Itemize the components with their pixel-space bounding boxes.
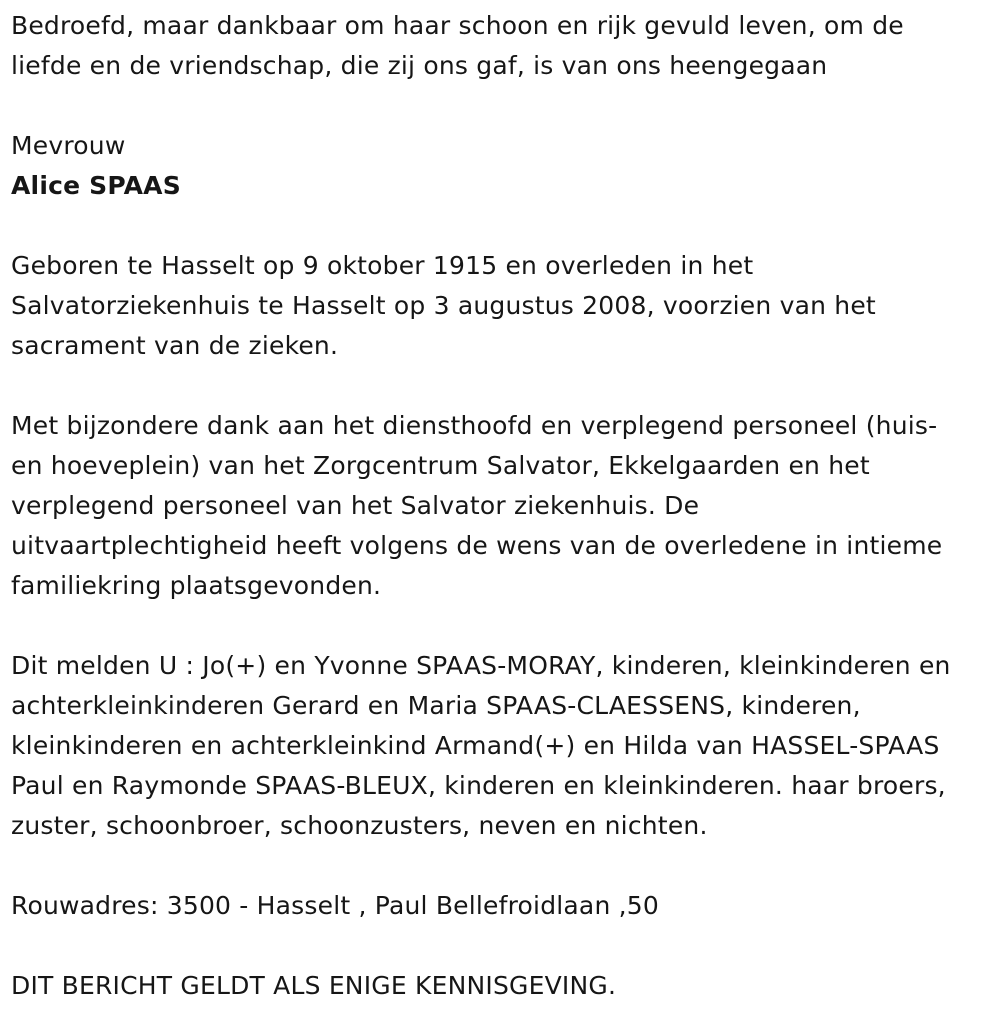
family-paragraph: Dit melden U : Jo(+) en Yvonne SPAAS-MORAY, kinderen, kleinkinderen en achterkleinkinderen Gerard en Maria SPAAS-CLAESSENS, kinderen, kleinkinderen en achterkleinkind Armand(+) en Hilda van HASSEL-SPAAS Paul en Raymonde SPAAS-BLEUX, kinderen en kleinkinderen. haar broers, zuster, schoonbroer, schoonzusters, neven en nichten. xyxy=(11,651,951,840)
spacer xyxy=(11,86,991,126)
spacer xyxy=(11,926,991,966)
thanks-paragraph: Met bijzondere dank aan het diensthoofd en verplegend personeel (huis- en hoeveplein) van het Zorgcentrum Salvator, Ekkelgaarden en het verplegend personeel van het Salvator ziekenhuis. De uitvaartplechtigheid heeft volgens de wens van de overledene in intieme familiekring plaatsgevonden. xyxy=(11,411,943,600)
salutation: Mevrouw xyxy=(11,131,126,160)
obituary-notice xyxy=(11,6,991,1006)
mourning-address: Rouwadres: 3500 - Hasselt , Paul Bellefroidlaan ,50 xyxy=(11,891,659,920)
deceased-name: Alice SPAAS xyxy=(11,171,181,200)
spacer xyxy=(11,606,991,646)
birth-death-paragraph: Geboren te Hasselt op 9 oktober 1915 en overleden in het Salvatorziekenhuis te Hasselt op 3 augustus 2008, voorzien van het sacrament van de zieken. xyxy=(11,251,876,360)
spacer xyxy=(11,206,991,246)
spacer xyxy=(11,366,991,406)
closing-statement: DIT BERICHT GELDT ALS ENIGE KENNISGEVING. xyxy=(11,971,617,1000)
spacer xyxy=(11,846,991,886)
intro-paragraph: Bedroefd, maar dankbaar om haar schoon en rijk gevuld leven, om de liefde en de vriendschap, die zij ons gaf, is van ons heengegaan xyxy=(11,11,904,80)
